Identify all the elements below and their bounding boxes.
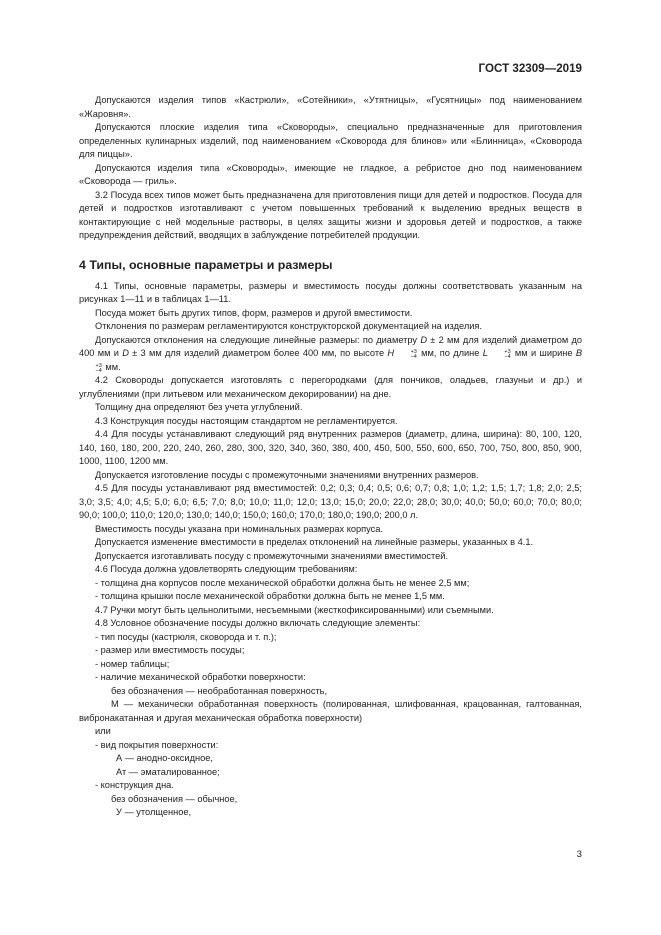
list-item: - вид покрытия поверхности: (95, 739, 219, 750)
clause-4-1: 4.1 Типы, основные параметры, размеры и вместимость посуды должны соответствовать указанным на рисунках 1—11 и в таблицах 1—11. (79, 280, 582, 304)
paragraph: Допускается изготовление посуды с промежуточными значениями внутренних размеров. (95, 469, 479, 480)
clause-4-7: 4.7 Ручки могут быть цельнолитыми, несъемными (жесткофиксированными) или съемными. (95, 604, 494, 615)
clause-4-8: 4.8 Условное обозначение посуды должно включать следующие элементы: (95, 618, 421, 628)
list-item: - наличие механической обработки поверхности: (95, 672, 306, 682)
tolerance-upper: +3 (95, 362, 102, 369)
tolerance-l (488, 350, 510, 360)
tolerance-upper: +3 (504, 349, 511, 355)
text-run: мм, по длине (417, 348, 483, 358)
sub-item: без обозначения — необработанная поверхность, (111, 685, 328, 696)
paragraph: Посуда может быть других типов, форм, размеров и другой вместимости. (95, 307, 413, 318)
page-body (79, 94, 582, 820)
symbol-b: B (575, 348, 583, 358)
tolerance-lower: −4 (410, 354, 417, 360)
list-item: - тип посуды (кастрюля, сковорода и т. п.); (95, 631, 277, 642)
list-item: - размер или вместимость посуды; (95, 645, 245, 655)
paragraph: Допускается изменение вместимости в пределах отклонений на линейные размеры, указанных в 4.1. (95, 537, 534, 547)
text-run: ± 2 мм для изделий диаметром до 400 мм и (79, 334, 582, 358)
conjunction: или (95, 726, 111, 736)
clause-4-5: 4.5 Для посуды устанавливают ряд вместимостей: 0,2; 0,3; 0,4; 0,5; 0,6; 0,7; 0,8; 1,0; 1,2; 1,5; 1,7; 1,8; 2,0; 2,5; 3,0; 3,5; 4,0; 4,5; 5,0; 6,0; 6,5; 7,0; 8,0; 10,0; 11,0; 12,0; 13,0; 15,0; 20,0; 22,0; 28,0; 30,0; 40,0; 50,0; 60,0; 70,0; 80,0; 90,0; 100,0; 110,0; 120,0; 130,0; 140,0; 150,0; 160,0; 170,0; 180,0; 190,0; 200,0 л. (79, 483, 582, 520)
list-item: - толщина дна корпусов после механической обработки должна быть не менее 2,5 мм; (95, 577, 470, 588)
paragraph: Допускаются изделия типов «Кастрюли», «Сотейники», «Утятницы», «Гусятницы» под наименованием «Жаровня». (79, 95, 582, 119)
tolerance-paragraph (79, 334, 582, 375)
symbol-d: D (420, 334, 427, 345)
tolerance-b (80, 364, 102, 374)
tolerance-lower: −4 (95, 367, 102, 374)
page-number: 3 (576, 849, 582, 860)
clause-4-2: 4.2 Сковороды допускается изготовлять с перегородками (для пончиков, оладьев, глазуньи и др.) и углублениями (при литьевом или механическом декорировании) на дне. (79, 375, 582, 399)
text-run: мм. (102, 361, 121, 372)
symbol-l: L (482, 348, 488, 358)
text-run: мм и ширине (511, 348, 576, 358)
section-gap (79, 243, 582, 257)
tolerance-upper: +3 (410, 349, 417, 355)
sub-item: А — анодно-оксидное, (116, 753, 213, 763)
sub-item: У — утолщенное, (116, 807, 192, 817)
clause-4-6: 4.6 Посуда должна удовлетворять следующим требованиям: (95, 564, 358, 574)
paragraph: Допускаются плоские изделия типа «Сковороды», специально предназначенные для приготовления определенных кулинарных изделий, под наименованием «Сковорода для блинов» или «Блинница», «Сковорода для пиццы». (79, 122, 582, 159)
symbol-h: H (387, 348, 395, 358)
sub-item: М — механически обработанная поверхность (полированная, шлифованная, крацованная, галтованная, вибронакатанная и другая механическая обработка поверхности) (79, 699, 582, 723)
list-item: - толщина крышки после механической обработки должна быть не менее 1,5 мм. (95, 591, 445, 601)
standard-designation: ГОСТ 32309—2019 (478, 62, 582, 75)
paragraph: Отклонения по размерам регламентируются конструкторской документацией на изделия. (95, 321, 482, 331)
section-gap (79, 273, 582, 280)
sub-item: без обозначения — обычное, (111, 793, 238, 804)
paragraph: Вместимость посуды указана при номинальных размерах корпуса. (95, 523, 384, 534)
sub-item: Ат — эматалированное; (116, 766, 220, 777)
list-item: - номер таблицы; (95, 658, 170, 669)
symbol-d: D (122, 348, 129, 358)
tolerance-lower: −4 (504, 354, 511, 360)
clause-4-4: 4.4 Для посуды устанавливают следующий ряд внутренних размеров (диаметр, длина, ширина): 80, 100, 120, 140, 160, 180, 200, 220, 240, 260, 280, 300, 320, 340, 360, 380, 400, 450, 500, 550, 600, 650, 700, 750, 800, 850, 900, 1000, 1100, 1200 мм. (79, 429, 582, 466)
list-item: - конструкция дна. (95, 780, 174, 790)
tolerance-h (395, 350, 417, 360)
text-run: Допускаются отклонения на следующие линейные размеры: по диаметру (95, 334, 421, 345)
paragraph: Допускаются изделия типа «Сковороды», имеющие не гладкое, а ребристое дно под наименованием «Сковорода — гриль». (79, 162, 582, 186)
text-run: ± 3 мм для изделий диаметром более 400 мм, по высоте (128, 348, 388, 358)
section-title: 4 Типы, основные параметры и размеры (79, 257, 333, 272)
clause-4-3: 4.3 Конструкция посуды настоящим стандартом не регламентируется. (95, 415, 398, 426)
paragraph: Допускается изготавливать посуду с промежуточными значениями вместимостей. (95, 550, 449, 561)
clause-3-2: 3.2 Посуда всех типов может быть предназначена для приготовления пищи для детей и подростков. Посуда для детей и подростков изготавливают с учетом повышенных требований к выделению вредных веществ в контактирующие с ней модельные растворы, в целях защиты жизни и здоровья детей и подростков, а также предупреждения действий, вводящих в заблуждение потребителей продукции. (79, 189, 582, 240)
paragraph: Толщину дна определяют без учета углублений. (95, 402, 303, 412)
